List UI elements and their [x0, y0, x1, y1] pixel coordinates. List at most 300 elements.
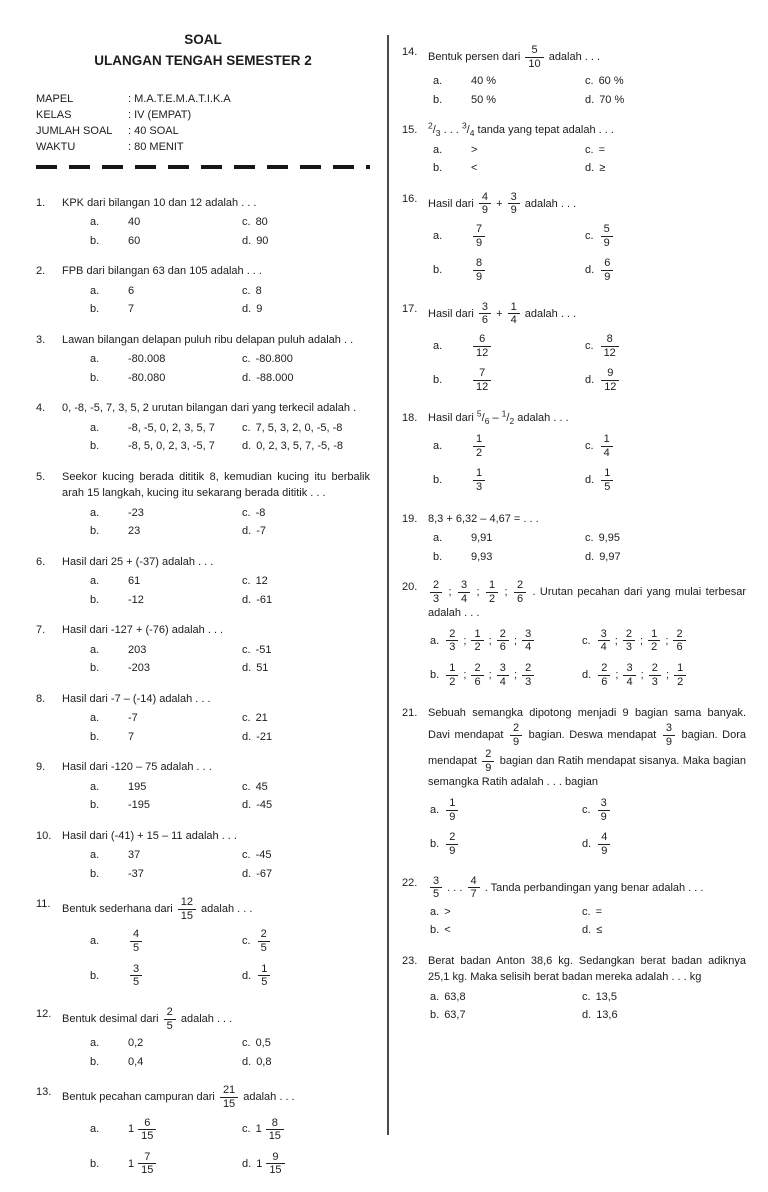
question-14 — [402, 44, 746, 109]
fraction-numerator: 3 — [600, 627, 607, 640]
option-label: a. — [90, 421, 100, 434]
question-body — [428, 301, 746, 398]
option-label: c. — [242, 575, 251, 588]
fraction — [266, 1117, 284, 1143]
option-label: c. — [582, 803, 591, 816]
fraction-denominator: 5 — [430, 887, 442, 901]
question-body — [62, 400, 370, 456]
option-c — [242, 642, 370, 659]
fraction-numerator: 3 — [460, 579, 468, 592]
option-d — [585, 160, 746, 177]
question-body — [62, 1006, 370, 1071]
option-label: c. — [585, 339, 594, 352]
fraction — [220, 1084, 238, 1110]
option-value — [256, 1117, 286, 1143]
fraction-numerator: 9 — [272, 1150, 279, 1163]
option-d — [242, 1151, 370, 1177]
option-d — [585, 92, 746, 109]
option-d — [242, 866, 370, 883]
fraction-numerator: 6 — [479, 332, 486, 345]
option-value: 80 — [255, 216, 268, 229]
option-value — [471, 223, 487, 249]
question-text: $\frac{3}{5}$ . . . $\frac{4}{7}$ . Tanda perbandingan yang benar adalah . . . — [428, 875, 746, 901]
fraction-numerator: 2 — [428, 120, 433, 131]
option-value: -7 — [128, 712, 138, 725]
question-8 — [36, 691, 370, 747]
option-label: a. — [430, 634, 440, 647]
option-value — [599, 433, 615, 459]
fraction — [471, 628, 483, 654]
option-value — [596, 797, 612, 823]
fraction-numerator: 2 — [516, 579, 524, 592]
option-d — [242, 592, 370, 609]
fraction-numerator: 5 — [476, 408, 482, 419]
option-value: -8 — [255, 506, 266, 519]
options-grid — [62, 924, 370, 993]
mixed-number — [256, 1151, 286, 1177]
option-d — [242, 1054, 370, 1071]
fraction-numerator: 1 — [476, 432, 483, 445]
option-b — [433, 92, 585, 109]
fraction — [601, 333, 619, 359]
option-value: 195 — [128, 780, 147, 793]
option-value: -7 — [256, 525, 266, 538]
option-b — [430, 1007, 582, 1024]
option-label: a. — [90, 1123, 100, 1136]
options-grid — [428, 429, 746, 498]
option-b — [90, 729, 242, 746]
fraction-numerator: 1 — [449, 796, 456, 809]
question-text: Hasil dari -7 – (-14) adalah . . . — [62, 692, 211, 705]
question-20 — [402, 579, 746, 692]
option-label: d. — [585, 264, 595, 277]
fraction — [178, 896, 196, 922]
option-value: 61 — [128, 575, 141, 588]
option-label: d. — [582, 1009, 592, 1022]
fraction-denominator: 2 — [509, 416, 515, 427]
fraction — [598, 628, 610, 654]
option-b — [430, 662, 582, 688]
option-label: a. — [90, 284, 100, 297]
question-23 — [402, 953, 746, 1025]
question-text: KPK dari bilangan 10 dan 12 adalah . . . — [62, 196, 257, 209]
fraction-numerator: 1 — [501, 408, 507, 419]
option-label: d. — [585, 93, 595, 106]
question-text: Hasil dari 25 + (-37) adalah . . . — [62, 555, 214, 568]
question-body — [62, 195, 370, 251]
fraction-numerator: 2 — [260, 928, 267, 941]
question-body — [428, 122, 746, 178]
options-grid — [428, 793, 746, 862]
option-a — [433, 73, 585, 90]
question-text: Hasil dari -120 – 75 adalah . . . — [62, 761, 212, 774]
option-label: b. — [433, 162, 443, 175]
option-a — [90, 779, 242, 796]
option-label: a. — [433, 229, 443, 242]
question-number: 19. — [402, 512, 418, 525]
question-text: Lawan bilangan delapan puluh ribu delapan puluh adalah . . — [62, 333, 354, 346]
fraction — [446, 628, 458, 654]
fraction — [510, 722, 522, 748]
option-value: 50 % — [471, 93, 497, 106]
meta-value: : IV (EMPAT) — [128, 108, 192, 121]
fraction-numerator: 4 — [133, 928, 140, 941]
fraction-denominator: 15 — [266, 1129, 284, 1143]
fraction-denominator: 9 — [510, 735, 522, 749]
question-body — [428, 191, 746, 288]
fraction — [458, 579, 470, 605]
fraction-denominator: 12 — [601, 380, 619, 394]
question-body — [62, 554, 370, 610]
fraction-denominator: 9 — [663, 735, 675, 749]
fraction-denominator: 3 — [435, 128, 441, 139]
question-text: Hasil dari (-41) + 15 – 11 adalah . . . — [62, 829, 237, 842]
option-value: 7 — [128, 303, 135, 316]
fraction-denominator: 9 — [479, 203, 491, 217]
fraction — [649, 662, 661, 688]
question-body — [428, 44, 746, 109]
option-c — [242, 710, 370, 727]
fraction — [601, 367, 619, 393]
fraction — [514, 579, 526, 605]
question-number: 3. — [36, 333, 46, 346]
fraction-denominator: 5 — [164, 1019, 176, 1033]
fraction — [522, 662, 534, 688]
fraction-numerator: 6 — [604, 257, 611, 270]
option-value: 0, 2, 3, 5, 7, -5, -8 — [256, 440, 344, 453]
question-number: 1. — [36, 196, 46, 209]
fraction — [601, 467, 613, 493]
meta-label: WAKTU — [36, 140, 76, 153]
question-number: 12. — [36, 1007, 52, 1020]
options-grid — [428, 988, 746, 1025]
option-label: d. — [242, 730, 252, 743]
fraction — [522, 628, 534, 654]
option-label: a. — [90, 216, 100, 229]
option-label: b. — [90, 371, 100, 384]
fraction-numerator: 2 — [166, 1005, 173, 1018]
option-label: c. — [242, 506, 251, 519]
question-3 — [36, 332, 370, 388]
option-a — [90, 420, 242, 437]
option-label: a. — [90, 643, 100, 656]
option-b — [430, 922, 582, 939]
option-value — [128, 963, 144, 989]
option-value: 7, 5, 3, 2, 0, -5, -8 — [255, 421, 343, 434]
option-d — [242, 523, 370, 540]
option-label: a. — [90, 780, 100, 793]
option-label: a. — [433, 75, 443, 88]
option-label: c. — [585, 229, 594, 242]
fraction — [663, 722, 675, 748]
option-value — [599, 333, 621, 359]
fraction-denominator: 3 — [446, 640, 458, 654]
option-d — [242, 233, 370, 250]
option-label: a. — [90, 506, 100, 519]
question-text: Berat badan Anton 38,6 kg. Sedangkan berat badan adiknya 25,1 kg. Maka selisih berat badan mereka adalah . . . kg — [428, 954, 746, 984]
question-body — [62, 469, 370, 541]
option-b — [90, 438, 242, 455]
fraction-denominator: 9 — [601, 270, 613, 284]
fraction — [473, 367, 491, 393]
fraction — [258, 928, 270, 954]
option-label: d. — [242, 525, 252, 538]
option-label: a. — [430, 803, 440, 816]
fraction-denominator: 2 — [446, 675, 458, 689]
option-value: $\frac{3}{4}$ ; $\frac{2}{3}$ ; $\frac{1}{2}$ ; $\frac{2}{6}$ — [596, 628, 688, 654]
question-text: Bentuk sederhana dari $\frac{12}{15}$ adalah . . . — [62, 896, 253, 922]
option-value — [599, 367, 621, 393]
question-text: 8,3 + 6,32 – 4,67 = . . . — [428, 512, 539, 525]
question-number: 4. — [36, 402, 46, 415]
option-b — [90, 1151, 242, 1177]
option-label: b. — [90, 730, 100, 743]
option-value: > — [471, 143, 478, 156]
option-label: d. — [242, 799, 252, 812]
option-b — [90, 523, 242, 540]
question-number: 13. — [36, 1086, 52, 1099]
options-grid — [428, 903, 746, 940]
question-body — [62, 332, 370, 388]
option-label: b. — [430, 1009, 440, 1022]
fraction — [623, 662, 635, 688]
fraction — [473, 333, 491, 359]
fraction-numerator: 3 — [433, 874, 440, 887]
options-grid — [62, 641, 370, 678]
meta-label: KELAS — [36, 108, 72, 121]
question-19 — [402, 511, 746, 567]
option-label: b. — [90, 969, 100, 982]
option-label: b. — [90, 593, 100, 606]
question-body — [428, 875, 746, 940]
option-label: c. — [242, 353, 251, 366]
fraction-denominator: 6 — [673, 640, 685, 654]
fraction — [623, 628, 635, 654]
option-label: d. — [585, 550, 595, 563]
option-label: c. — [585, 532, 594, 545]
fraction — [601, 257, 613, 283]
option-label: c. — [585, 439, 594, 452]
options-grid — [62, 350, 370, 387]
question-number: 18. — [402, 412, 418, 425]
fraction-numerator: 4 — [481, 190, 489, 203]
fraction-denominator: 5 — [258, 975, 270, 989]
option-value: 40 % — [471, 75, 497, 88]
fraction-denominator: 4 — [497, 675, 509, 689]
fraction — [525, 44, 543, 70]
option-d — [242, 301, 370, 318]
option-label: c. — [242, 712, 251, 725]
option-value — [444, 797, 460, 823]
option-value: 9,97 — [599, 550, 621, 563]
fraction-denominator: 7 — [468, 887, 480, 901]
question-15 — [402, 122, 746, 178]
fraction-numerator: 1 — [476, 467, 483, 480]
option-a — [433, 223, 585, 249]
option-label: a. — [430, 905, 440, 918]
option-value: 7 — [128, 730, 135, 743]
question-body — [428, 705, 746, 861]
option-value: 0,5 — [255, 1037, 271, 1050]
question-number: 7. — [36, 624, 46, 637]
option-label: a. — [90, 353, 100, 366]
option-c — [582, 904, 746, 921]
option-c — [242, 928, 370, 954]
fraction — [258, 963, 270, 989]
fraction-denominator: 12 — [601, 346, 619, 360]
question-13 — [36, 1084, 370, 1181]
fraction-denominator: 6 — [471, 675, 483, 689]
option-value: 9,91 — [471, 532, 493, 545]
option-value: < — [444, 924, 451, 937]
option-value: 12 — [255, 575, 268, 588]
fraction — [479, 191, 491, 217]
option-b — [90, 660, 242, 677]
option-c — [585, 333, 746, 359]
option-c — [585, 530, 746, 547]
option-value — [471, 257, 487, 283]
option-label: b. — [90, 1157, 100, 1170]
fraction — [138, 1151, 156, 1177]
option-value: 21 — [255, 712, 268, 725]
fraction — [471, 662, 483, 688]
fraction-denominator: 6 — [598, 675, 610, 689]
question-12 — [36, 1006, 370, 1071]
question-body — [428, 410, 746, 497]
option-value — [128, 1151, 158, 1177]
option-value: 60 — [128, 234, 141, 247]
fraction-numerator: 2 — [601, 662, 608, 675]
fraction-denominator: 2 — [648, 640, 660, 654]
question-body — [428, 511, 746, 567]
options-grid — [62, 778, 370, 815]
option-b — [433, 367, 585, 393]
option-value: 60 % — [598, 75, 624, 88]
option-a — [90, 1035, 242, 1052]
fraction-denominator: 2 — [486, 592, 498, 606]
fraction-numerator: 7 — [476, 223, 483, 236]
question-17 — [402, 301, 746, 398]
option-a — [90, 283, 242, 300]
option-value — [471, 367, 493, 393]
option-label: c. — [242, 216, 251, 229]
fraction-numerator: 2 — [449, 627, 456, 640]
option-label: b. — [90, 303, 100, 316]
option-label: d. — [242, 1055, 252, 1068]
fraction-denominator: 4 — [598, 640, 610, 654]
option-label: b. — [90, 234, 100, 247]
question-body — [62, 263, 370, 319]
option-a — [90, 505, 242, 522]
option-value: 40 — [128, 216, 141, 229]
fraction — [430, 875, 442, 901]
fraction-numerator: 12 — [180, 896, 193, 909]
options-grid — [62, 709, 370, 746]
option-a — [90, 573, 242, 590]
option-label: a. — [90, 575, 100, 588]
column-divider — [387, 35, 389, 1135]
meta-row-jumlah-soal — [36, 124, 370, 140]
option-b — [90, 301, 242, 318]
fraction — [598, 797, 610, 823]
option-c — [242, 351, 370, 368]
question-10 — [36, 828, 370, 884]
option-value: = — [598, 143, 605, 156]
option-c — [582, 628, 746, 654]
fraction-numerator: 8 — [271, 1116, 278, 1129]
questions-left — [36, 195, 370, 1181]
fraction-denominator: 6 — [484, 416, 490, 427]
fraction — [473, 223, 485, 249]
option-value: -8, -5, 0, 2, 3, 5, 7 — [128, 421, 215, 434]
fraction-denominator: 3 — [430, 592, 442, 606]
question-body — [428, 953, 746, 1025]
option-label: c. — [242, 935, 251, 948]
option-value: $\frac{1}{2}$ ; $\frac{2}{6}$ ; $\frac{3}{4}$ ; $\frac{2}{3}$ — [444, 662, 536, 688]
slanted-fraction: $^1/_2$ — [501, 408, 515, 427]
fraction-denominator: 9 — [598, 844, 610, 858]
option-c — [585, 73, 746, 90]
option-label: b. — [90, 525, 100, 538]
option-label: d. — [242, 303, 252, 316]
option-value: $\frac{2}{6}$ ; $\frac{3}{4}$ ; $\frac{2}{3}$ ; $\frac{1}{2}$ — [596, 662, 688, 688]
fraction-denominator: 5 — [258, 941, 270, 955]
option-a — [90, 642, 242, 659]
fraction — [266, 1151, 284, 1177]
fraction-denominator: 12 — [473, 380, 491, 394]
option-d — [242, 729, 370, 746]
question-number: 15. — [402, 124, 418, 137]
option-label: d. — [242, 371, 252, 384]
option-label: b. — [90, 440, 100, 453]
option-a — [90, 847, 242, 864]
fraction — [497, 662, 509, 688]
option-d — [242, 660, 370, 677]
option-label: a. — [433, 143, 443, 156]
fraction — [482, 748, 494, 774]
option-c — [242, 283, 370, 300]
options-grid — [62, 504, 370, 541]
option-c — [585, 433, 746, 459]
options-grid — [428, 141, 746, 178]
fraction-denominator: 3 — [623, 640, 635, 654]
option-value: 63,8 — [444, 990, 466, 1003]
fraction-denominator: 15 — [220, 1097, 238, 1111]
fraction — [508, 191, 520, 217]
fraction-numerator: 3 — [626, 662, 633, 675]
option-c — [242, 214, 370, 231]
option-label: a. — [90, 849, 100, 862]
option-label: c. — [242, 1037, 251, 1050]
option-value: 203 — [128, 643, 147, 656]
options-grid — [428, 529, 746, 566]
option-label: a. — [430, 990, 440, 1003]
question-5 — [36, 469, 370, 541]
fraction-numerator: 1 — [510, 300, 517, 313]
option-value: -45 — [255, 849, 272, 862]
fraction-numerator: 9 — [607, 367, 614, 380]
question-text: Bentuk persen dari $\frac{5}{10}$ adalah . . . — [428, 44, 601, 70]
option-value — [256, 928, 272, 954]
question-text: Sebuah semangka dipotong menjadi 9 bagian sama banyak. Davi mendapat $\frac{2}{9}$ bagian. Deswa mendapat $\frac{3}{9}$ bagian. Dora mendapat $\frac{2}{9}$ bagian dan Ratih mendapat sisanya. Maka bagian semangka Ratih adalah . . . bagian — [428, 707, 747, 789]
option-label: d. — [582, 668, 592, 681]
fraction — [601, 433, 613, 459]
question-9 — [36, 759, 370, 815]
option-b — [90, 592, 242, 609]
fraction — [468, 875, 480, 901]
mixed-whole: 1 — [128, 1123, 135, 1136]
fraction-numerator: 21 — [222, 1084, 236, 1097]
